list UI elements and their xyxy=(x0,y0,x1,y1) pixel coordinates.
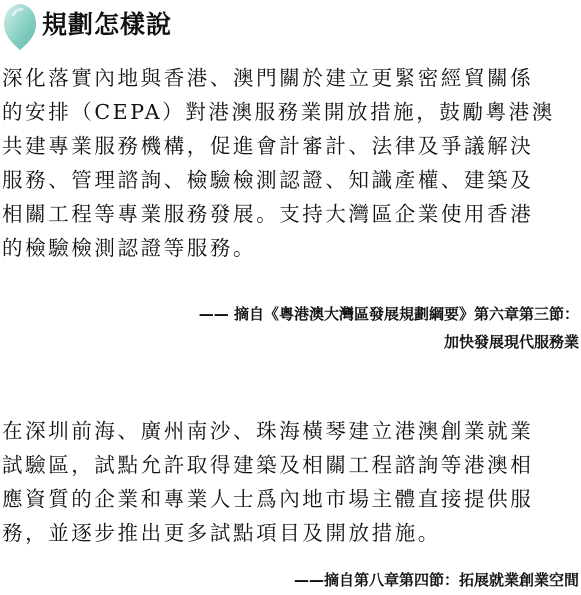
paragraph-2 xyxy=(2,414,581,550)
header xyxy=(0,0,581,52)
source-line: ——摘自第八章第四節：拓展就業創業空間 xyxy=(293,571,579,589)
teal-drop-icon xyxy=(3,3,37,51)
paragraph-line: 應資質的企業和專業人士爲內地市場主體直接提供服 xyxy=(2,487,534,511)
source-line: —— 摘自《粵港澳大灣區發展規劃綱要》第六章第三節： xyxy=(198,305,579,323)
paragraph-line: 的檢驗檢測認證等服務。 xyxy=(2,236,257,260)
source-citation-1 xyxy=(199,303,579,353)
paragraph-line: 相關工程等專業服務發展。支持大灣區企業使用香港 xyxy=(2,202,534,226)
paragraph-line: 試驗區，試點允許取得建築及相關工程諮詢等港澳相 xyxy=(2,453,534,477)
paragraph-line: 的安排（CEPA）對港澳服務業開放措施，鼓勵粵港澳 xyxy=(2,100,555,124)
source-citation-2 xyxy=(294,569,579,591)
paragraph-line: 服務、管理諮詢、檢驗檢測認證、知識產權、建築及 xyxy=(2,168,534,192)
paragraph-line: 務，並逐步推出更多試點項目及開放措施。 xyxy=(2,521,441,545)
paragraph-line: 共建專業服務機構，促進會計審計、法律及爭議解決 xyxy=(2,134,534,158)
paragraph-1 xyxy=(2,61,581,265)
paragraph-line: 深化落實內地與香港、澳門關於建立更緊密經貿關係 xyxy=(2,66,534,90)
page-title: 規劃怎樣說 xyxy=(42,10,173,39)
paragraph-line: 在深圳前海、廣州南沙、珠海橫琴建立港澳創業就業 xyxy=(2,419,534,443)
source-line: 加快發展現代服務業 xyxy=(443,333,579,351)
